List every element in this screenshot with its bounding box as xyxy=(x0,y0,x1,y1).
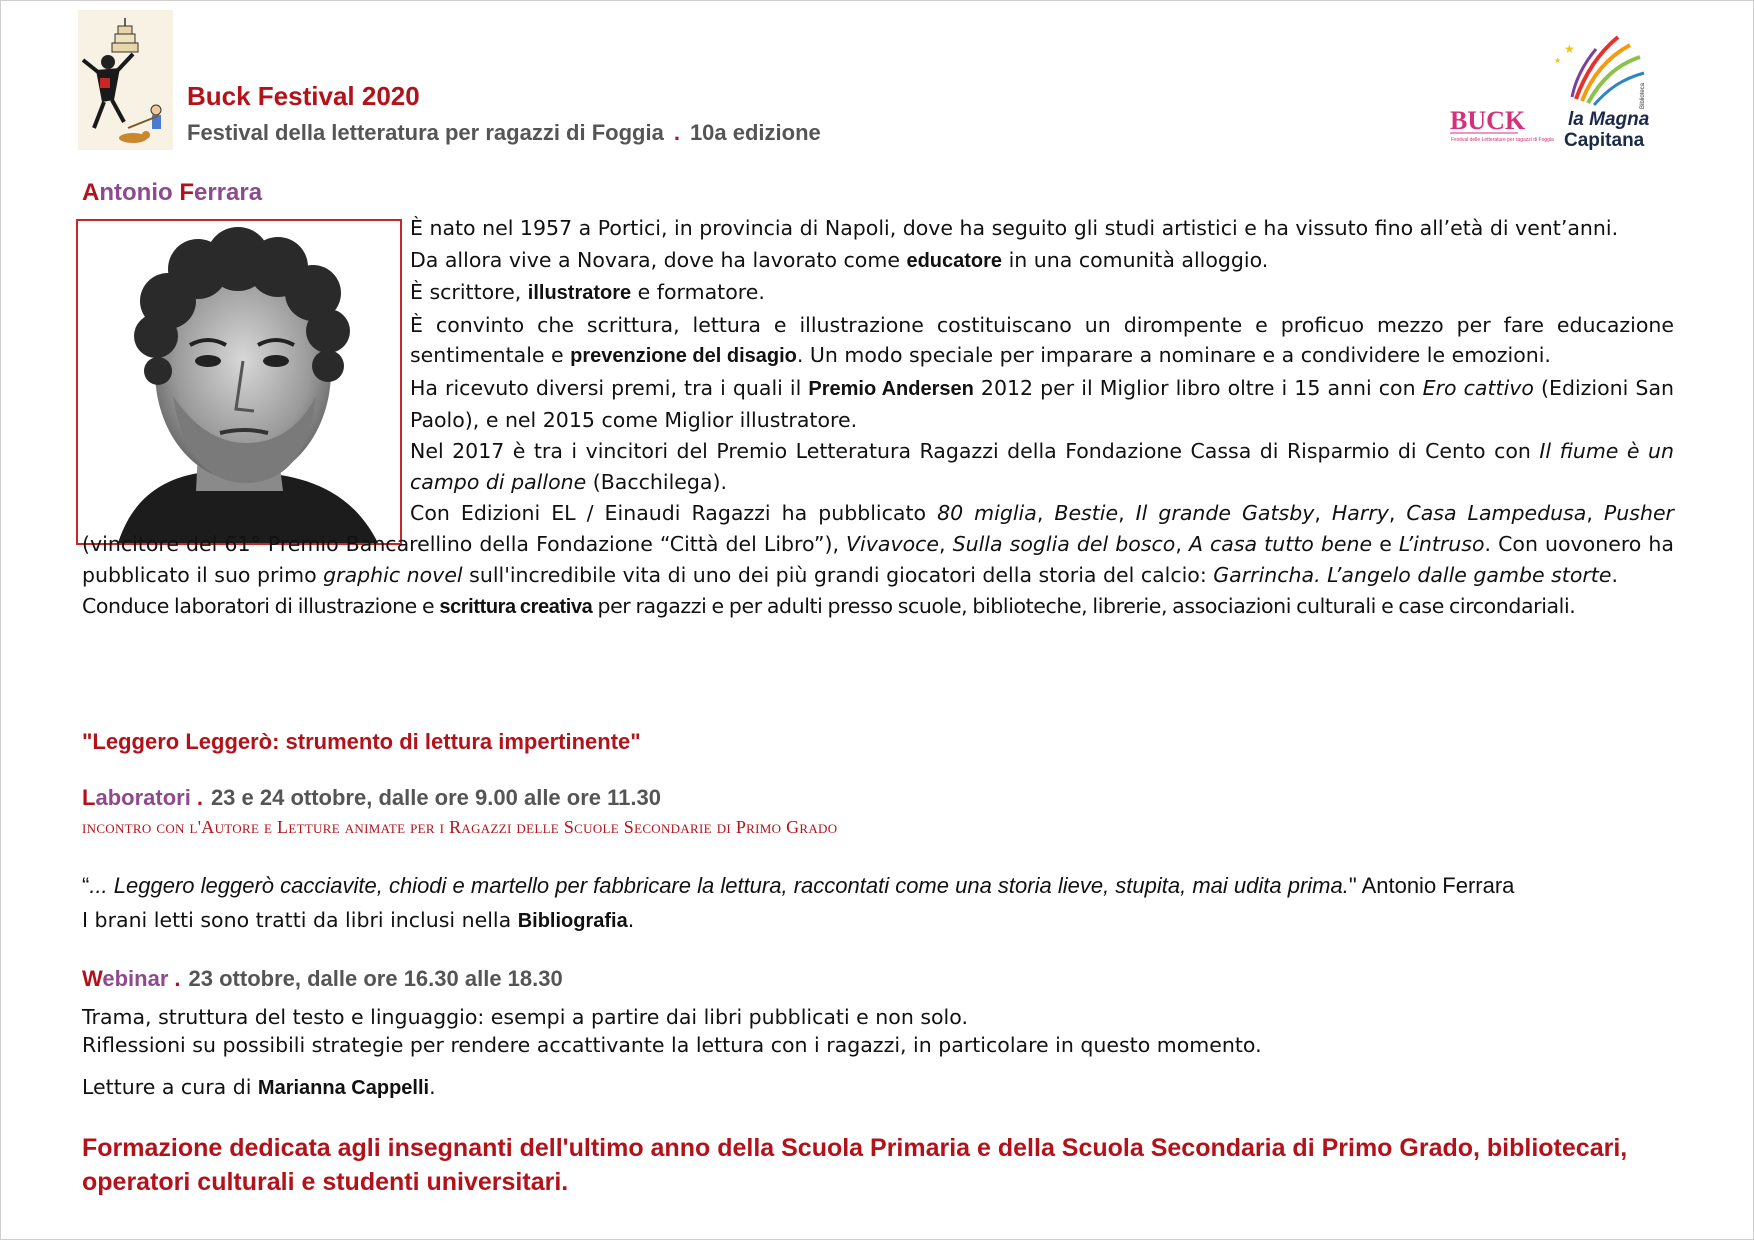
webinar-when: 23 ottobre, dalle ore 16.30 alle 18.30 xyxy=(188,966,563,991)
readings-credit: Letture a cura di Marianna Cappelli. xyxy=(82,1075,436,1099)
book-title: Il fiume è un campo di pallone xyxy=(410,439,1674,494)
subtitle-separator: . xyxy=(673,120,680,145)
book-title: Ero cattivo xyxy=(1422,375,1534,400)
book-title: graphic novel xyxy=(323,562,463,587)
magna-logo-small: Biblioteca xyxy=(1640,82,1646,109)
author-name-cap-f: F xyxy=(179,179,194,206)
book-title: L’intruso xyxy=(1398,531,1485,556)
laboratori-label: Laboratori xyxy=(82,785,191,810)
buck-logo-small: Festival delle Letterature per ragazzi di Foggia xyxy=(1451,137,1554,143)
webinar-separator: . xyxy=(174,966,181,991)
webinar-row xyxy=(82,966,563,992)
webinar-line-1: Trama, struttura del testo e linguaggio: esempi a partire dai libri pubblicati e non solo. xyxy=(82,1005,968,1029)
bio-keyword: prevenzione del disagio xyxy=(570,345,797,368)
svg-text:★: ★ xyxy=(1564,42,1575,56)
book-title: Casa Lampedusa xyxy=(1406,501,1587,526)
bio-paragraph: È scrittore, illustratore e formatore. xyxy=(410,280,765,305)
bio-paragraph: Conduce laboratori di illustrazione e scrittura creativa per ragazzi e per adulti presso scuole, biblioteche, librerie, associazioni culturali e case circondariali. xyxy=(82,594,1576,619)
book-title: Vivavoce xyxy=(846,531,940,556)
bio-paragraph: Da allora vive a Novara, dove ha lavorato come educatore in una comunità alloggio. xyxy=(410,247,1269,272)
author-bio xyxy=(82,213,1674,624)
festival-title: Buck Festival 2020 xyxy=(187,81,420,111)
festival-mascot-illustration-icon xyxy=(78,10,173,150)
book-title: Il grande Gatsby xyxy=(1135,501,1315,526)
webinar-line-2: Riflessioni su possibili strategie per rendere accattivante la lettura con i ragazzi, in particolare in questo momento. xyxy=(82,1033,1262,1057)
target-audience-note: Formazione dedicata agli insegnanti dell'ultimo anno della Scuola Primaria e della Scuola Secondaria di Primo Grado, bibliotecari, operatori culturali e studenti universitari. xyxy=(82,1134,1628,1196)
quote: “... Leggero leggerò cacciavite, chiodi e martello per fabbricare la lettura, raccontati come una storia lieve, stupita, mai udita prima." Antonio Ferrara xyxy=(82,873,1515,898)
book-title: Harry xyxy=(1331,501,1389,526)
photo-spacer xyxy=(82,213,410,525)
reader-name: Marianna Cappelli xyxy=(257,1077,430,1099)
bibliography-note: I brani letti sono tratti da libri inclusi nella Bibliografia. xyxy=(82,908,635,932)
bio-keyword: illustratore xyxy=(527,282,632,305)
la-magna-capitana-logo-icon xyxy=(1556,31,1651,151)
bio-paragraph: Nel 2017 è tra i vincitori del Premio Letteratura Ragazzi della Fondazione Cassa di Risparmio di Cento con Il fiume è un campo di pallone (Bacchilega). xyxy=(410,439,1674,494)
bibliography-keyword: Bibliografia xyxy=(517,910,628,932)
bio-keyword: Premio Andersen xyxy=(808,377,974,400)
bio-paragraph: Ha ricevuto diversi premi, tra i quali il Premio Andersen 2012 per il Miglior libro oltre i 15 anni con Ero cattivo (Edizioni San Paolo), e nel 2015 come Miglior illustratore. xyxy=(410,375,1675,432)
bio-paragraph: È nato nel 1957 a Portici, in provincia di Napoli, dove ha seguito gli studi artistici e ha vissuto fino all’età di vent’anni. xyxy=(410,216,1619,240)
magna-logo-line1: la Magna xyxy=(1568,109,1650,130)
book-title: Pusher xyxy=(1603,501,1674,526)
festival-subtitle xyxy=(187,120,821,146)
buck-logo-text: BUCK xyxy=(1450,106,1526,135)
event-title: "Leggero Leggerò: strumento di lettura impertinente" xyxy=(82,729,641,754)
svg-text:★: ★ xyxy=(1554,56,1562,65)
laboratori-separator: . xyxy=(196,785,203,810)
book-title: Sulla soglia del bosco xyxy=(952,531,1176,556)
author-name-cap-a: A xyxy=(82,179,100,206)
author-name-first: ntonio xyxy=(99,179,180,206)
laboratori-description: incontro con l'Autore e Letture animate per i Ragazzi delle Scuole Secondarie di Primo Grado xyxy=(82,817,838,837)
book-title: Garrincha. L’angelo dalle gambe storte xyxy=(1213,562,1612,587)
laboratori-row xyxy=(82,785,661,811)
book-title: Bestie xyxy=(1054,501,1119,526)
author-name-last: errara xyxy=(193,179,263,206)
book-title: 80 miglia xyxy=(937,501,1037,526)
bio-paragraph: È convinto che scrittura, lettura e illustrazione costituiscano un dirompente e proficuo mezzo per fare educazione sentimentale e prevenzione del disagio. Un modo speciale per imparare a nominare e a condividere le emozioni. xyxy=(410,312,1674,368)
quote-text: ... Leggero leggerò cacciavite, chiodi e martello per fabbricare la lettura, raccontati come una storia lieve, stupita, mai udita prima. xyxy=(89,873,1349,898)
festival-edition: 10a edizione xyxy=(689,120,821,145)
festival-subtitle-text: Festival della letteratura per ragazzi di Foggia xyxy=(187,120,664,145)
magna-logo-line2: Capitana xyxy=(1564,130,1645,151)
author-name xyxy=(82,179,262,207)
bio-keyword: educatore xyxy=(906,249,1003,272)
buck-logo-icon xyxy=(1448,101,1554,151)
laboratori-when: 23 e 24 ottobre, dalle ore 9.00 alle ore 11.30 xyxy=(210,785,661,810)
webinar-label: Webinar xyxy=(82,966,169,991)
bio-paragraph: Con Edizioni EL / Einaudi Ragazzi ha pubblicato 80 miglia, Bestie, Il grande Gatsby, Harry, Casa Lampedusa, Pusher (vincitore del 61° Premio Bancarellino della Fondazione “Città del Libro”), Vivavoce, Sulla soglia del bosco, A casa tutto bene e L’intruso. Con uovonero ha pubblicato il suo primo graphic novel sull'incredibile vita di uno dei più grandi giocatori della storia del calcio: Garrincha. L’angelo dalle gambe storte. xyxy=(82,501,1674,587)
bio-keyword: scrittura creativa xyxy=(439,596,593,619)
book-title: A casa tutto bene xyxy=(1188,531,1373,556)
